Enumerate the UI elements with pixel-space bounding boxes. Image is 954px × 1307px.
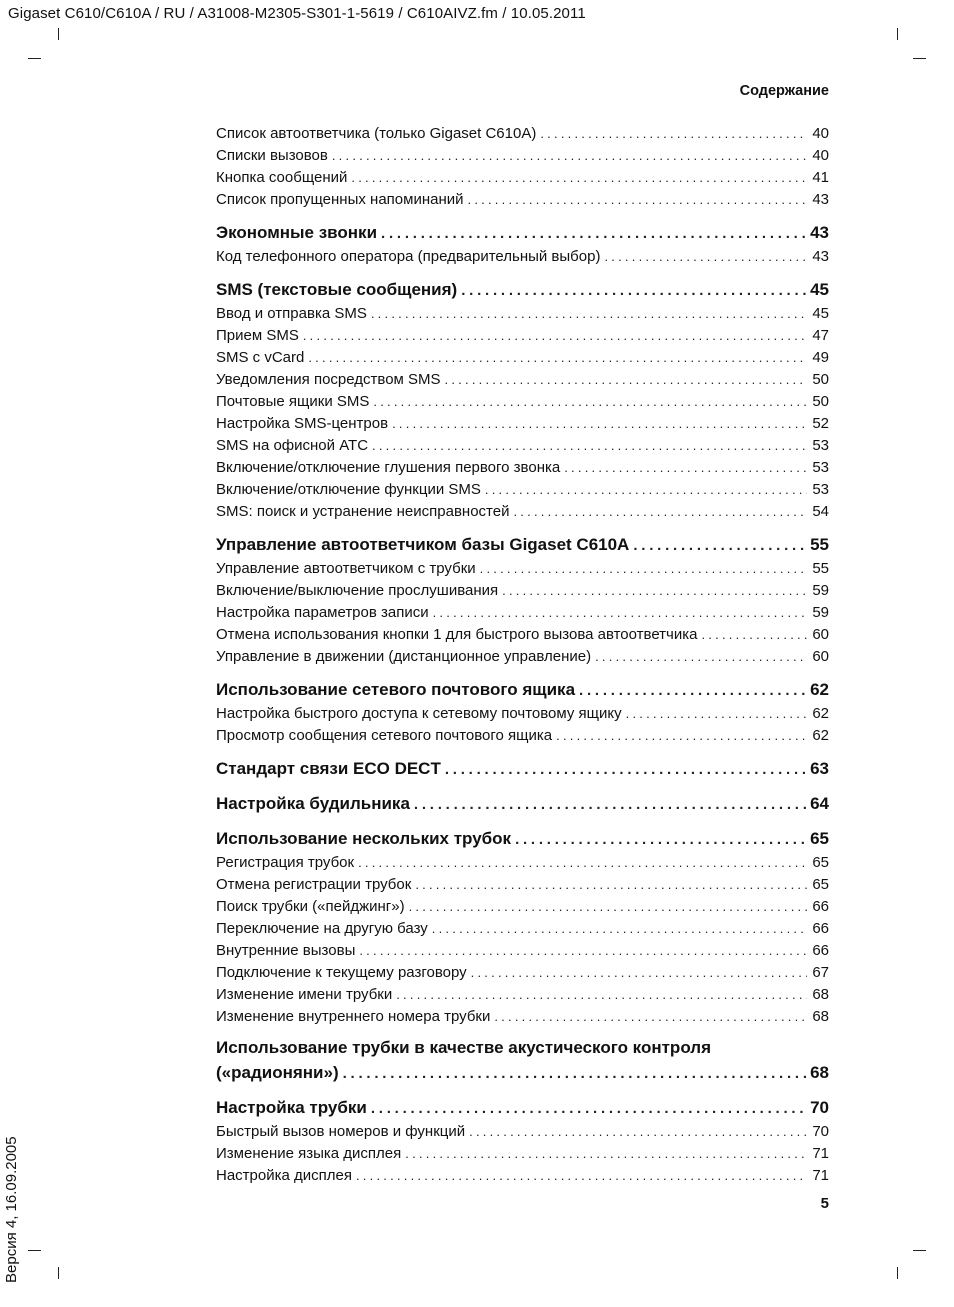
toc-title: Настройка SMS-центров: [216, 415, 389, 432]
toc-entry[interactable]: [216, 876, 829, 898]
toc-title: Просмотр сообщения сетевого почтового ящика: [216, 727, 553, 744]
toc-leader-dots: [471, 965, 807, 980]
toc-heading[interactable]: [216, 1038, 829, 1063]
toc-leader-dots: [556, 728, 807, 743]
toc-page: 65: [812, 876, 829, 893]
toc-title: Изменение имени трубки: [216, 986, 393, 1003]
toc-entry[interactable]: [216, 986, 829, 1008]
toc-title: Включение/выключение прослушивания: [216, 582, 499, 599]
toc-title: SMS: поиск и устранение неисправностей: [216, 503, 510, 520]
toc-leader-dots: [405, 1146, 807, 1161]
toc-title: Списки вызовов: [216, 147, 328, 164]
toc-entry[interactable]: [216, 854, 829, 876]
toc-page: 68: [812, 986, 829, 1003]
toc-heading-continued[interactable]: [216, 1063, 829, 1088]
toc-leader-dots: [445, 761, 806, 778]
toc-leader-dots: [513, 504, 807, 519]
toc-page: 71: [812, 1167, 829, 1184]
toc-entry[interactable]: [216, 371, 829, 393]
toc-title: Подключение к текущему разговору: [216, 964, 467, 981]
toc-title: Изменение языка дисплея: [216, 1145, 402, 1162]
toc-leader-dots: [433, 605, 807, 620]
toc-page: 45: [812, 305, 829, 322]
toc-title: SMS (текстовые сообщения): [216, 280, 458, 299]
toc-title: SMS с vCard: [216, 349, 305, 366]
toc-title: Управление в движении (дистанционное управление): [216, 648, 592, 665]
toc-leader-dots: [515, 831, 806, 848]
section-title: Содержание: [739, 83, 829, 99]
toc-title: SMS на офисной АТС: [216, 437, 369, 454]
toc-page: 66: [812, 920, 829, 937]
toc-entry[interactable]: [216, 1123, 829, 1145]
toc-leader-dots: [540, 126, 807, 141]
toc-leader-dots: [303, 328, 807, 343]
toc-page: 59: [812, 604, 829, 621]
toc-leader-dots: [356, 1168, 807, 1183]
page-number: 5: [820, 1195, 829, 1212]
toc-entry[interactable]: [216, 1167, 829, 1189]
toc-page: 70: [810, 1098, 829, 1117]
toc-leader-dots: [381, 225, 806, 242]
toc-page: 40: [812, 147, 829, 164]
toc-heading[interactable]: [216, 535, 829, 560]
toc-title: Кнопка сообщений: [216, 169, 348, 186]
toc-leader-dots: [595, 649, 807, 664]
toc-title: Настройка трубки: [216, 1098, 367, 1117]
toc-leader-dots: [392, 416, 807, 431]
toc-leader-dots: [332, 148, 807, 163]
toc-page: 62: [812, 705, 829, 722]
toc-leader-dots: [469, 1124, 807, 1139]
crop-mark: [897, 1267, 898, 1279]
toc-page: 43: [812, 191, 829, 208]
toc-entry[interactable]: [216, 503, 829, 525]
toc-page: 52: [812, 415, 829, 432]
toc-page: 68: [812, 1008, 829, 1025]
toc-leader-dots: [485, 482, 807, 497]
toc-title: Включение/отключение глушения первого звонка: [216, 459, 561, 476]
toc-page: 50: [812, 371, 829, 388]
toc-page: 65: [812, 854, 829, 871]
toc-page: 55: [812, 560, 829, 577]
toc-entry[interactable]: [216, 964, 829, 986]
toc-title: Уведомления посредством SMS: [216, 371, 441, 388]
toc-page: 62: [812, 727, 829, 744]
toc-title: Прием SMS: [216, 327, 299, 344]
toc-entry[interactable]: [216, 942, 829, 964]
toc-heading[interactable]: [216, 794, 829, 819]
toc-leader-dots: [415, 877, 807, 892]
version-label: Версия 4, 16.09.2005: [3, 1136, 20, 1283]
toc-leader-dots: [371, 306, 807, 321]
toc-leader-dots: [414, 796, 806, 813]
toc-page: 63: [810, 759, 829, 778]
toc-entry[interactable]: [216, 169, 829, 191]
toc-entry[interactable]: [216, 560, 829, 582]
toc-title: Переключение на другую базу: [216, 920, 428, 937]
toc-page: 53: [812, 437, 829, 454]
toc-entry[interactable]: [216, 349, 829, 371]
toc-entry[interactable]: [216, 920, 829, 942]
toc-page: 49: [812, 349, 829, 366]
toc-entry[interactable]: [216, 898, 829, 920]
toc-entry[interactable]: [216, 626, 829, 648]
table-of-contents: [216, 125, 829, 1189]
toc-leader-dots: [343, 1065, 806, 1082]
crop-mark: [58, 1267, 59, 1279]
toc-page: 70: [812, 1123, 829, 1140]
document-header: Gigaset C610/C610A / RU / A31008-M2305-S301-1-5619 / C610AIVZ.fm / 10.05.2011: [8, 5, 586, 22]
toc-page: 59: [812, 582, 829, 599]
toc-page: 62: [810, 680, 829, 699]
toc-leader-dots: [432, 921, 807, 936]
toc-entry[interactable]: [216, 415, 829, 437]
toc-entry[interactable]: [216, 327, 829, 349]
toc-leader-dots: [480, 561, 807, 576]
toc-page: 65: [810, 829, 829, 848]
toc-entry[interactable]: [216, 705, 829, 727]
toc-entry[interactable]: [216, 1008, 829, 1030]
toc-leader-dots: [468, 192, 808, 207]
toc-entry[interactable]: [216, 1145, 829, 1167]
toc-leader-dots: [373, 394, 807, 409]
toc-entry[interactable]: [216, 191, 829, 213]
toc-title: Почтовые ящики SMS: [216, 393, 370, 410]
toc-heading[interactable]: [216, 759, 829, 784]
toc-title: Настройка будильника: [216, 794, 410, 813]
toc-title: Управление автоответчиком с трубки: [216, 560, 476, 577]
toc-title: Настройка дисплея: [216, 1167, 352, 1184]
toc-title: Использование трубки в качестве акустического контроля: [216, 1038, 712, 1057]
toc-page: 53: [812, 459, 829, 476]
toc-entry[interactable]: [216, 582, 829, 604]
toc-title: Стандарт связи ECO DECT: [216, 759, 441, 778]
toc-page: 45: [810, 280, 829, 299]
toc-entry[interactable]: [216, 727, 829, 749]
toc-leader-dots: [351, 170, 807, 185]
toc-page: 43: [810, 223, 829, 242]
toc-leader-dots: [604, 249, 807, 264]
toc-title: Изменение внутреннего номера трубки: [216, 1008, 491, 1025]
toc-page: 41: [812, 169, 829, 186]
toc-entry[interactable]: [216, 437, 829, 459]
crop-mark: [897, 28, 898, 40]
toc-title: Ввод и отправка SMS: [216, 305, 367, 322]
toc-title: Включение/отключение функции SMS: [216, 481, 481, 498]
toc-heading[interactable]: [216, 223, 829, 248]
toc-page: 40: [812, 125, 829, 142]
toc-title: Регистрация трубок: [216, 854, 355, 871]
toc-leader-dots: [461, 282, 806, 299]
toc-title: Быстрый вызов номеров и функций: [216, 1123, 466, 1140]
toc-entry[interactable]: [216, 648, 829, 670]
crop-mark: [28, 1250, 41, 1251]
toc-title: Настройка параметров записи: [216, 604, 429, 621]
toc-leader-dots: [372, 438, 807, 453]
toc-page: 68: [810, 1063, 829, 1082]
toc-leader-dots: [358, 855, 807, 870]
toc-leader-dots: [633, 537, 806, 554]
toc-entry[interactable]: [216, 147, 829, 169]
toc-page: 60: [812, 648, 829, 665]
toc-entry[interactable]: [216, 125, 829, 147]
toc-page: 54: [812, 503, 829, 520]
toc-leader-dots: [626, 706, 807, 721]
toc-leader-dots: [359, 943, 807, 958]
toc-entry[interactable]: [216, 481, 829, 503]
toc-leader-dots: [701, 627, 807, 642]
toc-title: Отмена регистрации трубок: [216, 876, 412, 893]
toc-entry[interactable]: [216, 604, 829, 626]
toc-title: Настройка быстрого доступа к сетевому почтовому ящику: [216, 705, 622, 722]
toc-heading[interactable]: [216, 1098, 829, 1123]
toc-heading[interactable]: [216, 280, 829, 305]
toc-page: 66: [812, 942, 829, 959]
toc-page: 53: [812, 481, 829, 498]
toc-title: Отмена использования кнопки 1 для быстрого вызова автоответчика: [216, 626, 698, 643]
toc-entry[interactable]: [216, 459, 829, 481]
toc-page: 55: [810, 535, 829, 554]
crop-mark: [28, 58, 41, 59]
toc-leader-dots: [396, 987, 807, 1002]
toc-title: Управление автоответчиком базы Gigaset C610A: [216, 535, 630, 554]
toc-heading[interactable]: [216, 829, 829, 854]
crop-mark: [58, 28, 59, 40]
toc-title: Использование сетевого почтового ящика: [216, 680, 576, 699]
toc-title: Поиск трубки («пейджинг»): [216, 898, 405, 915]
toc-leader-dots: [371, 1100, 806, 1117]
crop-mark: [913, 1250, 926, 1251]
toc-page: 47: [812, 327, 829, 344]
toc-heading[interactable]: [216, 680, 829, 705]
toc-leader-dots: [579, 682, 806, 699]
toc-page: 50: [812, 393, 829, 410]
toc-page: 64: [810, 794, 829, 813]
toc-entry[interactable]: [216, 305, 829, 327]
toc-title: («радионяни»): [216, 1063, 339, 1082]
toc-title: Список автоответчика (только Gigaset C610A): [216, 125, 537, 142]
toc-leader-dots: [445, 372, 807, 387]
toc-leader-dots: [308, 350, 807, 365]
toc-page: 66: [812, 898, 829, 915]
toc-entry[interactable]: [216, 393, 829, 415]
toc-title: Код телефонного оператора (предварительный выбор): [216, 248, 601, 265]
toc-page: 60: [812, 626, 829, 643]
toc-title: Список пропущенных напоминаний: [216, 191, 464, 208]
toc-entry[interactable]: [216, 248, 829, 270]
toc-page: 67: [812, 964, 829, 981]
toc-page: 71: [812, 1145, 829, 1162]
toc-leader-dots: [564, 460, 807, 475]
toc-leader-dots: [409, 899, 807, 914]
toc-title: Экономные звонки: [216, 223, 378, 242]
toc-title: Внутренние вызовы: [216, 942, 356, 959]
toc-leader-dots: [502, 583, 807, 598]
toc-title: Использование нескольких трубок: [216, 829, 512, 848]
crop-mark: [913, 58, 926, 59]
toc-leader-dots: [494, 1009, 807, 1024]
toc-page: 43: [812, 248, 829, 265]
